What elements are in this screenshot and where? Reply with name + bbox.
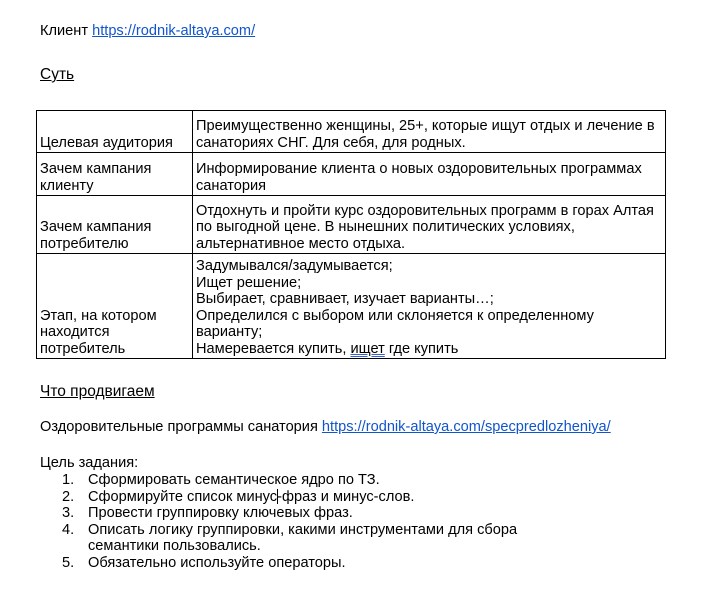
table-cell-label: Целевая аудитория (37, 111, 193, 153)
promote-heading: Что продвигаем (40, 383, 155, 400)
list-item (36, 522, 558, 555)
table-cell-value: Преимущественно женщины, 25+, которые ищут отдых и лечение в санаториях СНГ. Для себя, для родных. (193, 111, 666, 153)
list-item-text: Обязательно используйте операторы. (88, 554, 346, 571)
list-number: 4. (62, 521, 75, 538)
list-item (36, 472, 558, 489)
table-row (37, 153, 666, 196)
list-number: 5. (62, 554, 75, 571)
table-cell-value: Задумывался/задумывается; Ищет решение; Выбирает, сравнивает, изучает варианты…; Определился с выбором или склоняется к определенному варианту; Намеревается купить, ищет где купить (193, 254, 666, 359)
table-cell-label: Этап, на котором находится потребитель (37, 254, 193, 359)
client-label: Клиент (40, 23, 89, 39)
list-item-text: Описать логику группировки, какими инструментами для сбора семантики пользовались. (88, 521, 518, 554)
brief-table (36, 110, 666, 359)
list-item-text: Сформируйте список минус-фраз и минус-слов. (88, 488, 415, 505)
table-row (37, 254, 666, 359)
essence-heading: Суть (40, 66, 75, 83)
list-number: 1. (62, 472, 75, 488)
grammar-suggestion-word[interactable]: ищет (350, 340, 385, 357)
list-item (36, 489, 558, 506)
list-item (36, 505, 558, 522)
list-item-text: Провести группировку ключевых фраз. (88, 505, 353, 521)
table-row (37, 111, 666, 153)
last-stage-line: Намеревается купить, ищет где купить (196, 340, 459, 357)
promote-url-link[interactable]: https://rodnik-altaya.com/specpredlozheniya/ (321, 419, 611, 435)
client-url-link[interactable]: https://rodnik-altaya.com/ (92, 23, 256, 39)
table-cell-label: Зачем кампания клиенту (37, 153, 193, 196)
list-number: 3. (62, 505, 75, 521)
table-cell-value: Информирование клиента о новых оздоровительных программах санатория (193, 153, 666, 196)
table-row (37, 196, 666, 254)
promote-text: Оздоровительные программы санатория (40, 419, 318, 435)
list-item (36, 555, 558, 572)
table-cell-label: Зачем кампания потребителю (37, 196, 193, 254)
promote-line (40, 419, 611, 436)
client-line (40, 23, 255, 40)
list-item-text: Сформировать семантическое ядро по ТЗ. (88, 472, 380, 488)
table-cell-value: Отдохнуть и пройти курс оздоровительных программ в горах Алтая по выгодной цене. В нынешних политических условиях, альтернативное место отдыха. (193, 196, 666, 254)
task-list (36, 472, 558, 571)
task-title: Цель задания: (40, 455, 139, 471)
list-number: 2. (62, 488, 75, 505)
